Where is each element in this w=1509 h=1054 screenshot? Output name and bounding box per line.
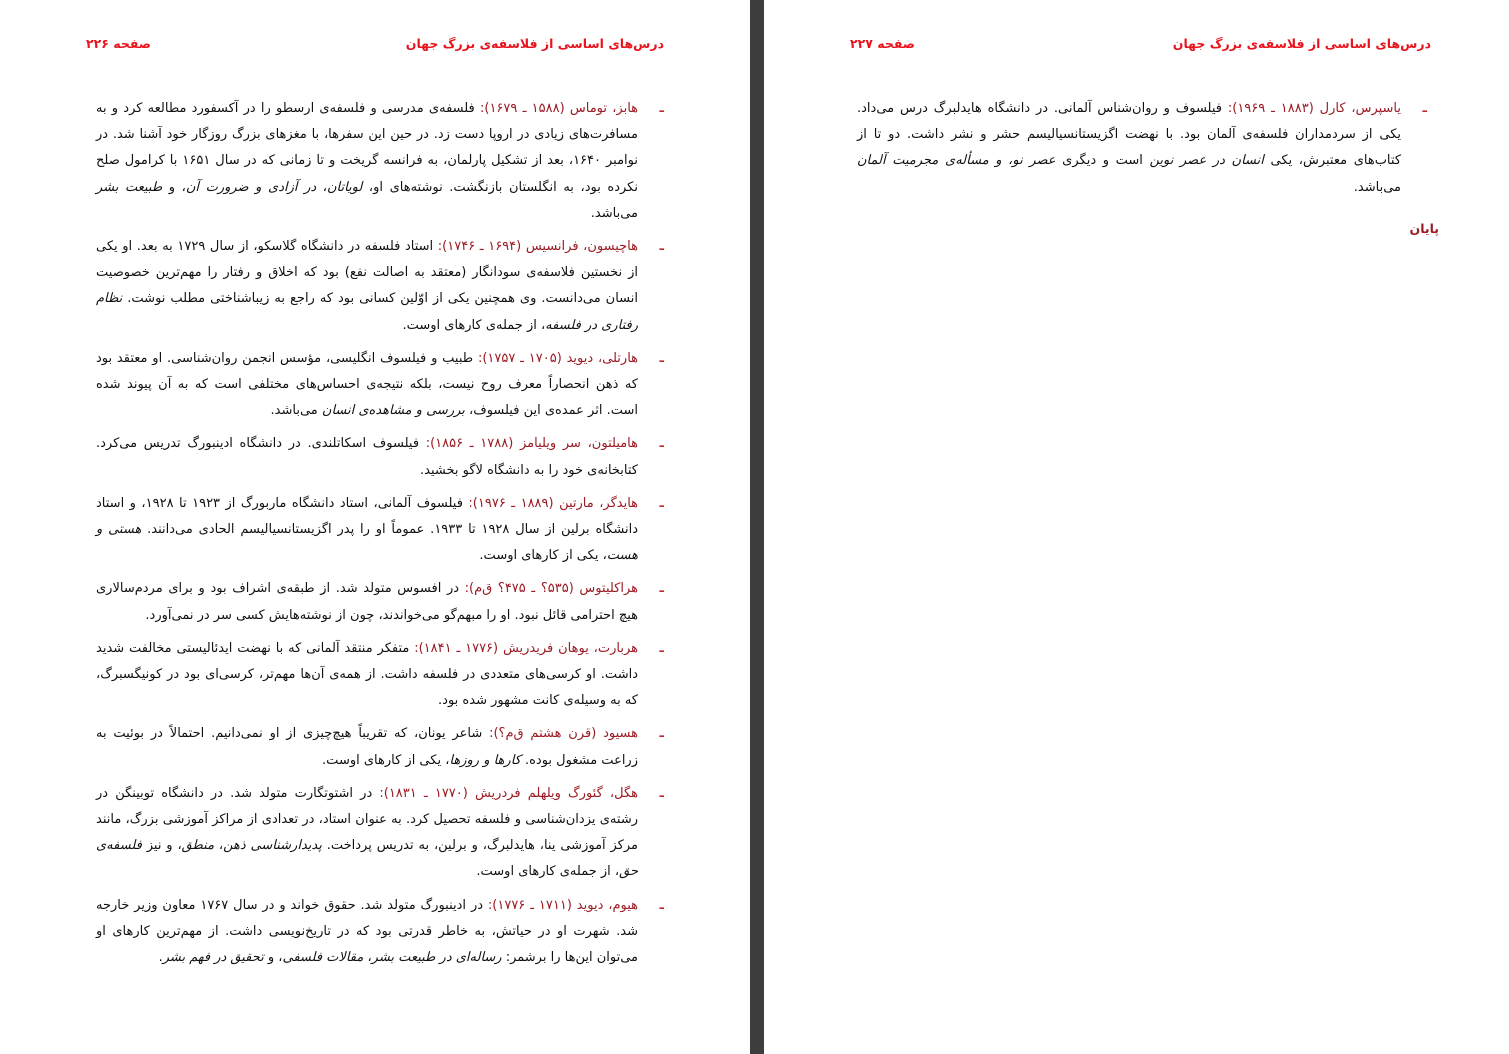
entry-text: متفکر منتقد آلمانی که با نهضت ایدئالیستی مخالفت شدید داشت. او کرسی‌های متعددی در فلسفه داشت. از همه‌ی آن‌ها مهم‌تر، کرسی‌ای بود در کونیگسبرگ، که به وسیله‌ی کانت مشهور شده بود. (96, 640, 638, 709)
glossary-entry (96, 781, 664, 886)
entry-text: ، از جمله‌ی کارهای اوست. (402, 317, 546, 333)
page-gutter (750, 0, 764, 1054)
entry-text: ، (363, 950, 372, 966)
entry-text: . (158, 950, 163, 966)
entry-bullet: ـ (659, 640, 664, 656)
book-title-italic: تحقیق در فهم بشر (162, 950, 264, 966)
glossary-entry (96, 346, 664, 425)
entry-text: است و دیگری (1055, 153, 1150, 169)
glossary-entry (96, 431, 664, 483)
entry-text: ، و (263, 950, 283, 966)
glossary-entry (857, 96, 1427, 201)
entry-name: هربارت، یوهان فریدریش (۱۷۷۶ ـ ۱۸۴۱): (414, 640, 638, 656)
entry-text: می‌باشد. (1353, 179, 1401, 195)
entry-name: هامیلتون، سر ویلیامز (۱۷۸۸ ـ ۱۸۵۶): (425, 436, 638, 452)
entry-text: ، از جمله‌ی کارهای اوست. (476, 864, 620, 880)
book-title: درس‌های اساسی از فلاسفه‌ی بزرگ جهان (1172, 36, 1431, 51)
entry-text: در افسوس متولد شد. از طبقه‌ی اشراف بود و برای مردم‌سالاری هیچ احترامی قائل نبود. او را مبهم‌گو می‌خواندند، چون از نوشته‌هایش کسی سر در نمی‌آورد. (96, 581, 638, 623)
entry-name: هراکلیتوس (۵۳۵؟ ـ ۴۷۵؟ ق‌م): (464, 581, 638, 597)
glossary-entry (96, 893, 664, 972)
entry-text: شاعر یونان، که تقریباً هیچ‌چیزی از او نمی‌دانیم. احتمالاً در بوئیت به زراعت مشغول بوده. (96, 726, 638, 768)
entry-bullet: ـ (659, 785, 664, 801)
book-title-italic: منطق (181, 838, 215, 854)
page-number: صفحه ۲۲۷ (850, 36, 915, 51)
entry-text: طبیب و فیلسوف انگلیسی، مؤسس انجمن روان‌شناسی. او معتقد بود که ذهن انحصاراً معرف روح نیست، بلکه نتیجه‌ی احساس‌های مختلفی است که به آن پیوند شده است. اثر عمده‌ی این فیلسوف، (96, 350, 638, 419)
book-title-italic: فلسفه‌ی حق (96, 838, 638, 880)
entry-bullet: ـ (659, 726, 664, 742)
page-number: صفحه ۲۲۶ (86, 36, 151, 51)
entry-text: ، و نیز (141, 838, 182, 854)
entry-bullet: ـ (659, 101, 664, 116)
entry-text: ، (214, 838, 224, 854)
page-header (86, 36, 664, 56)
book-title-italic: هستی و هست (96, 522, 638, 564)
entry-text: استاد فلسفه در دانشگاه گلاسکو، از سال ۱۷۲۹ به بعد. او یکی از نخستین فلاسفه‌ی سودانگار (معتقد به اصالت نفع) بود که اخلاق و رفتار را مهم‌ترین خصوصیت انسان می‌دانست. وی همچنین یکی از اوّلین کسانی بود که راجع به زیباشناختی مطلب نوشت. (96, 239, 638, 307)
entry-text: ، یکی از کارهای اوست. (322, 752, 450, 768)
entry-text: در ادینبورگ متولد شد. حقوق خواند و در سال ۱۷۶۷ معاون وزیر خارجه شد. شهرت او در حیاتش، به خاطر قدرتی بود که در تاریخ‌نویسی داشت. از مهم‌ترین کارهای او می‌توان این‌ها را برشمر: (96, 897, 638, 966)
entry-name: یاسپرس، کارل (۱۸۸۳ ـ ۱۹۶۹): (1227, 101, 1402, 116)
entry-name: هابز، توماس (۱۵۸۸ ـ ۱۶۷۹): (480, 101, 639, 116)
entry-bullet: ـ (659, 350, 664, 366)
glossary-entry (96, 636, 664, 715)
entry-bullet: ـ (659, 897, 664, 913)
glossary-entry (96, 721, 664, 773)
glossary-entry (96, 234, 664, 339)
book-title-italic: مقالات فلسفی (282, 950, 364, 966)
book-title-italic: نظام رفتاری در فلسفه (96, 291, 638, 333)
entry-text: ، (316, 179, 327, 195)
entry-bullet: ـ (1422, 101, 1427, 116)
entry-text: فیلسوف و روان‌شناس آلمانی. در دانشگاه هایدلبرگ درس می‌داد. یکی از سردمداران فلسفه‌ی آلمان بود. با نهضت اگزیستانسیالیسم حشر و نشر داشت. دو تا از کتاب‌های معتبرش، یکی (857, 101, 1402, 169)
book-title-italic: در آزادی و ضرورت آن (185, 179, 317, 195)
entry-name: هارتلی، دیوید (۱۷۰۵ ـ ۱۷۵۷): (477, 350, 639, 366)
end-mark: پایان (1409, 221, 1439, 236)
entry-text: ، و (162, 179, 186, 195)
glossary-entries (96, 96, 664, 978)
entry-name: هایدگر، مارتین (۱۸۸۹ ـ ۱۹۷۶): (468, 495, 639, 511)
entry-text: می‌باشد. (270, 403, 322, 419)
book-title: درس‌های اساسی از فلاسفه‌ی بزرگ جهان (405, 36, 664, 51)
entry-text: فلسفه‌ی مدرسی و فلسفه‌ی ارسطو را در آکسفورد مطالعه کرد و به مسافرت‌های زیادی در اروپا دست زد. در حین این سفرها، با مغزهای بزرگ روزگار خود آشنا شد. در نوامبر ۱۶۴۰، بعد از تشکیل پارلمان، به فرانسه گریخت و تا زمانی که در سال ۱۶۵۱ با کرامول صلح نکرده بود، به انگلستان بازنگشت. نوشته‌های او، (96, 101, 639, 195)
entry-bullet: ـ (659, 495, 664, 511)
entry-text: در اشتوتگارت متولد شد. در دانشگاه توبینگن در رشته‌ی یزدان‌شناسی و فلسفه تحصیل کرد. به عنوان استاد، در تعدادی از مراکز آموزشی بزرگ، مانند مرکز آموزشی ینا، هایدلبرگ، و برلین، به تدریس پرداخت. (96, 785, 639, 854)
entry-name: هگل، گئورگ ویلهلم فردریش (۱۷۷۰ ـ ۱۸۳۱): (379, 785, 638, 801)
page-227 (764, 0, 1509, 1054)
entry-text: فیلسوف آلمانی، استاد دانشگاه ماربورگ از ۱۹۲۳ تا ۱۹۲۸، و استاد دانشگاه برلین از سال ۱۹۲۸ تا ۱۹۳۳. عموماً او را پدر اگزیستانسیالیسم الحادی می‌دانند. (96, 495, 639, 538)
entry-text: فیلسوف اسکاتلندی. در دانشگاه ادینبورگ تدریس می‌کرد. کتابخانه‌ی خود را به دانشگاه لاگو بخشید. (96, 436, 638, 478)
book-title-italic: طبیعت بشر (96, 179, 163, 195)
entry-text: ، یکی از کارهای اوست. (479, 548, 607, 564)
glossary-entry (96, 491, 664, 570)
book-title-italic: پدیدارشناسی ذهن (223, 838, 322, 854)
book-title-italic: رساله‌ای در طبیعت بشر (371, 950, 502, 966)
entry-name: هسیود (قرن هشتم ق‌م؟): (489, 726, 638, 742)
page-226 (0, 0, 750, 1054)
glossary-entry (96, 576, 664, 628)
page-header (850, 36, 1431, 56)
entry-text: می‌باشد. (590, 205, 638, 221)
glossary-entry (96, 96, 664, 227)
entry-bullet: ـ (659, 239, 664, 255)
book-title-italic: انسان در عصر نوین (1149, 153, 1264, 169)
book-title-italic: عصر نو، و مسأله‌ی مجرمیت آلمان (857, 153, 1056, 169)
entry-name: هیوم، دیوید (۱۷۱۱ ـ ۱۷۷۶): (487, 897, 639, 913)
entry-name: هاچیسون، فرانسیس (۱۶۹۴ ـ ۱۷۴۶): (437, 239, 638, 255)
entry-bullet: ـ (659, 581, 664, 597)
book-title-italic: کارها و روزها (449, 752, 521, 768)
entry-bullet: ـ (659, 436, 664, 452)
book-title-italic: بررسی و مشاهده‌ی انسان (321, 403, 465, 419)
book-title-italic: لویاتان (326, 179, 363, 195)
glossary-entries (857, 96, 1427, 208)
